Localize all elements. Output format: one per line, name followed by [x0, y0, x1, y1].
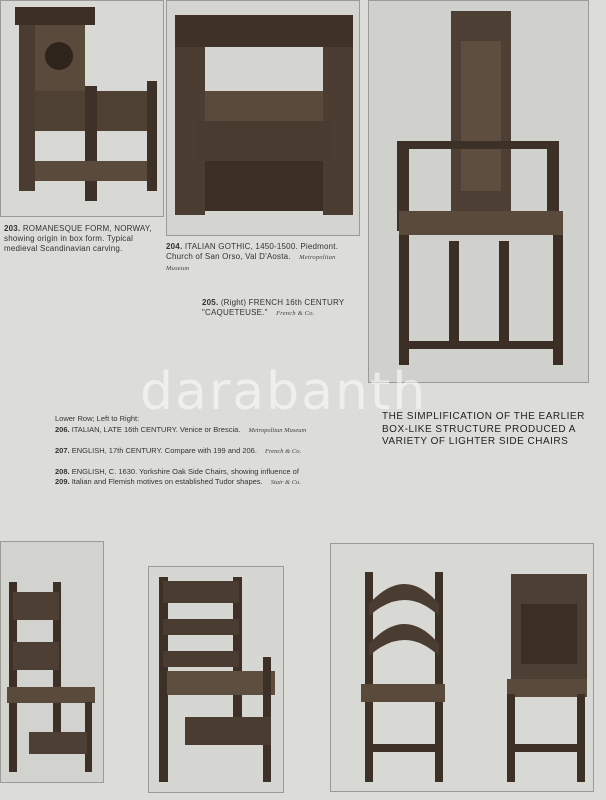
- caption-205: [202, 298, 367, 319]
- caption-207-text: ENGLISH, 17th CENTURY. Compare with 199 and 206.: [71, 446, 257, 455]
- caption-209-credit: Stair & Co.: [270, 479, 301, 486]
- caption-203-number: 203.: [4, 224, 21, 233]
- caption-209-text: Italian and Flemish motives on established Tudor shapes.: [71, 477, 263, 486]
- watermark-text: darabanth: [140, 362, 428, 422]
- caption-207: [55, 446, 375, 457]
- photo-203-romanesque-chair: [0, 0, 164, 217]
- caption-204-credit: Metropolitan Museum: [166, 254, 336, 272]
- caption-208-text: ENGLISH, C. 1630. Yorkshire Oak Side Chairs, showing influence of: [71, 467, 299, 476]
- caption-205-number: 205.: [202, 298, 219, 307]
- caption-208: [55, 467, 375, 477]
- caption-209-number: 209.: [55, 477, 70, 486]
- caption-207-credit: French & Co.: [265, 448, 302, 455]
- photo-205-caqueteuse-chair: [368, 0, 589, 383]
- photo-206-italian-side-chair: [0, 541, 104, 783]
- caption-203-text: ROMANESQUE FORM, NORWAY, showing origin in box form. Typical medieval Scandinavian carving.: [4, 224, 152, 253]
- caption-206-credit: Metropolitan Museum: [248, 427, 307, 434]
- caption-207-number: 207.: [55, 446, 70, 455]
- caption-204-number: 204.: [166, 242, 183, 251]
- caption-206-number: 206.: [55, 425, 70, 434]
- caption-205-text: (Right) FRENCH 16th CENTURY "CAQUETEUSE.": [202, 298, 345, 317]
- caption-205-credit: French & Co.: [276, 310, 315, 317]
- photo-207-english-armchair: [148, 566, 284, 793]
- caption-209: [55, 477, 375, 488]
- caption-203: [4, 224, 164, 254]
- caption-206-text: ITALIAN, LATE 16th CENTURY. Venice or Brescia.: [71, 425, 241, 434]
- photo-208-209-yorkshire-side-chairs: [330, 543, 594, 792]
- section-heading: THE SIMPLIFICATION OF THE EARLIER BOX-LIKE STRUCTURE PRODUCED A VARIETY OF LIGHTER SIDE CHAIRS: [382, 411, 585, 447]
- caption-208-number: 208.: [55, 467, 70, 476]
- caption-204-text: ITALIAN GOTHIC, 1450-1500. Piedmont. Church of San Orso, Val D'Aosta.: [166, 242, 339, 261]
- caption-204: [166, 242, 356, 274]
- photo-204-italian-gothic-chair: [166, 0, 360, 236]
- lower-caption-intro: Lower Row; Left to Right:: [55, 414, 140, 423]
- caption-206: [55, 425, 375, 436]
